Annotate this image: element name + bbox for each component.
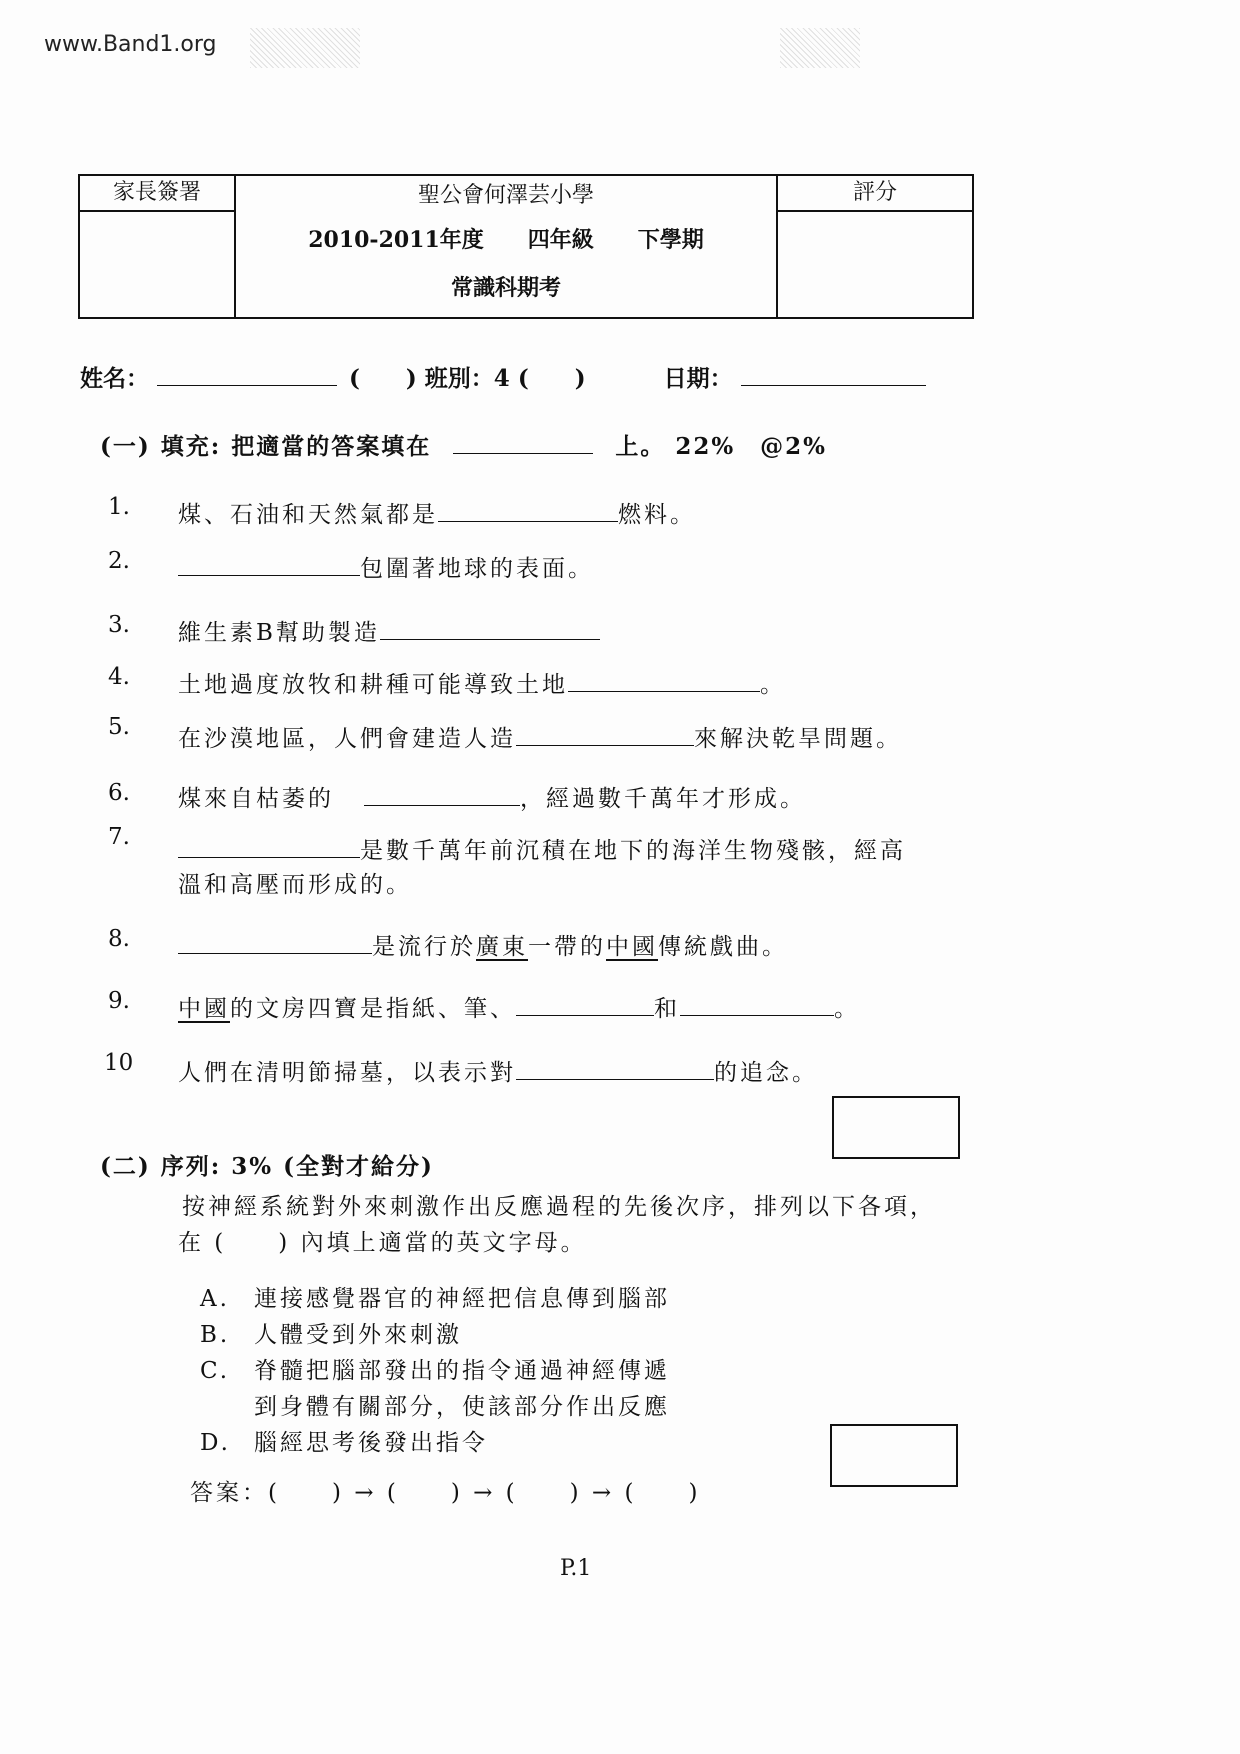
question-text: 維生素B幫助製造 (178, 620, 380, 646)
question-text: 人們在清明節掃墓，以表示對 (178, 1060, 516, 1086)
option-text: 脊髓把腦部發出的指令通過神經傳遞 (254, 1358, 670, 1384)
answer-blank[interactable] (568, 668, 760, 692)
answer-blank[interactable] (680, 992, 834, 1016)
question-text: 。 (834, 996, 860, 1022)
scan-speckle (250, 28, 360, 68)
date-label: 日期： (663, 365, 733, 392)
question-6 (178, 780, 806, 813)
question-number: 2. (108, 548, 130, 574)
question-number: 1. (108, 494, 130, 520)
question-text: 是數千萬年前沉積在地下的海洋生物殘骸，經高 (360, 838, 906, 864)
question-text: 是流行於 (372, 934, 476, 960)
name-blank[interactable] (157, 362, 337, 386)
date-blank[interactable] (741, 362, 926, 386)
question-1 (178, 496, 696, 529)
answer-blank[interactable] (178, 552, 360, 576)
question-text: 的文房四寶是指紙、筆、 (230, 996, 516, 1022)
question-8 (178, 928, 788, 961)
question-10 (178, 1054, 818, 1087)
question-number: 5. (108, 714, 130, 740)
answer-blank[interactable] (364, 782, 520, 806)
option-a (200, 1280, 670, 1313)
option-letter: A. (200, 1286, 230, 1312)
answer-blank[interactable] (380, 616, 600, 640)
section-1-title-text: (一) 填充: 把適當的答案填在 (100, 433, 432, 460)
exam-term: 2010-2011年度 四年級 下學期 (308, 227, 704, 253)
question-number: 6. (108, 780, 130, 806)
option-c (200, 1352, 670, 1385)
watermark-url: www.Band1.org (44, 32, 217, 57)
section-1-score-box (832, 1096, 960, 1159)
question-7 (178, 832, 906, 865)
section-1-title (100, 428, 827, 461)
option-c-line-2: 到身體有關部分，使該部分作出反應 (254, 1394, 670, 1420)
option-d (200, 1424, 488, 1457)
question-number: 8. (108, 926, 130, 952)
answer-blank[interactable] (178, 930, 372, 954)
score-label: 評分 (778, 176, 972, 212)
option-letter: D. (200, 1430, 231, 1456)
student-info-row (80, 360, 926, 393)
score-cell (776, 176, 972, 317)
answer-blank[interactable] (516, 992, 654, 1016)
question-number: 9. (108, 988, 130, 1014)
question-text: 燃料。 (618, 502, 696, 528)
option-text: 連接感覺器官的神經把信息傳到腦部 (254, 1286, 670, 1312)
answer-blank[interactable] (516, 722, 694, 746)
proper-noun: 廣東 (476, 934, 528, 960)
question-number: 7. (108, 824, 130, 850)
header-table (78, 174, 974, 319)
section-2-title: (二) 序列: 3% (全對才給分) (100, 1153, 434, 1180)
question-text: 煤、石油和天然氣都是 (178, 502, 438, 528)
school-name: 聖公會何澤芸小學 (417, 183, 594, 208)
question-2 (178, 550, 594, 583)
parent-sign-label: 家長簽署 (80, 176, 234, 212)
section-2-instruction-2: 在 ( ) 內填上適當的英文字母。 (178, 1230, 587, 1256)
answer-blank[interactable] (178, 834, 360, 858)
question-text: 煤來自枯萎的 (178, 786, 334, 812)
scan-speckle (780, 28, 860, 68)
name-label: 姓名： (80, 365, 149, 392)
option-b (200, 1316, 462, 1349)
section-2-instruction: 按神經系統對外來刺激作出反應過程的先後次序，排列以下各項， (182, 1194, 936, 1220)
question-text: 包圍著地球的表面。 (360, 556, 594, 582)
question-text: 在沙漠地區，人們會建造人造 (178, 726, 516, 752)
question-5 (178, 720, 902, 753)
question-text: 一帶的 (528, 934, 606, 960)
option-text: 腦經思考後發出指令 (254, 1430, 488, 1456)
question-text: 來解決乾旱問題。 (694, 726, 902, 752)
section-1-marks: 上。 22% @2% (615, 433, 828, 460)
question-3 (178, 614, 600, 647)
sequence-answer-row[interactable]: 答案：( ) → ( ) → ( ) → ( ) (190, 1480, 701, 1506)
question-number: 4. (108, 664, 130, 690)
question-text: ，經過數千萬年才形成。 (520, 786, 806, 812)
exam-title-block (236, 176, 776, 312)
question-text: 土地過度放牧和耕種可能導致土地 (178, 672, 568, 698)
question-number: 3. (108, 612, 130, 638)
question-text: 傳統戲曲。 (658, 934, 788, 960)
question-7-line-2: 溫和高壓而形成的。 (178, 872, 412, 898)
question-number: 10 (104, 1050, 134, 1076)
answer-blank[interactable] (438, 498, 618, 522)
question-4 (178, 666, 786, 699)
option-letter: C. (200, 1358, 231, 1384)
question-text: 的追念。 (714, 1060, 818, 1086)
exam-subject: 常識科期考 (450, 275, 561, 301)
page-number: P.1 (560, 1556, 592, 1581)
parent-sign-cell (80, 176, 236, 317)
question-text: 。 (760, 672, 786, 698)
proper-noun: 中國 (606, 934, 658, 960)
option-text: 人體受到外來刺激 (254, 1322, 462, 1348)
option-letter: B. (200, 1322, 231, 1348)
section-2-score-box (830, 1424, 958, 1487)
class-label: ( ) 班別：4 ( ) (349, 365, 586, 392)
question-text: 和 (654, 996, 680, 1022)
answer-blank[interactable] (516, 1056, 714, 1080)
question-9 (178, 990, 860, 1023)
proper-noun: 中國 (178, 996, 230, 1022)
section-1-sample-blank (453, 430, 593, 454)
